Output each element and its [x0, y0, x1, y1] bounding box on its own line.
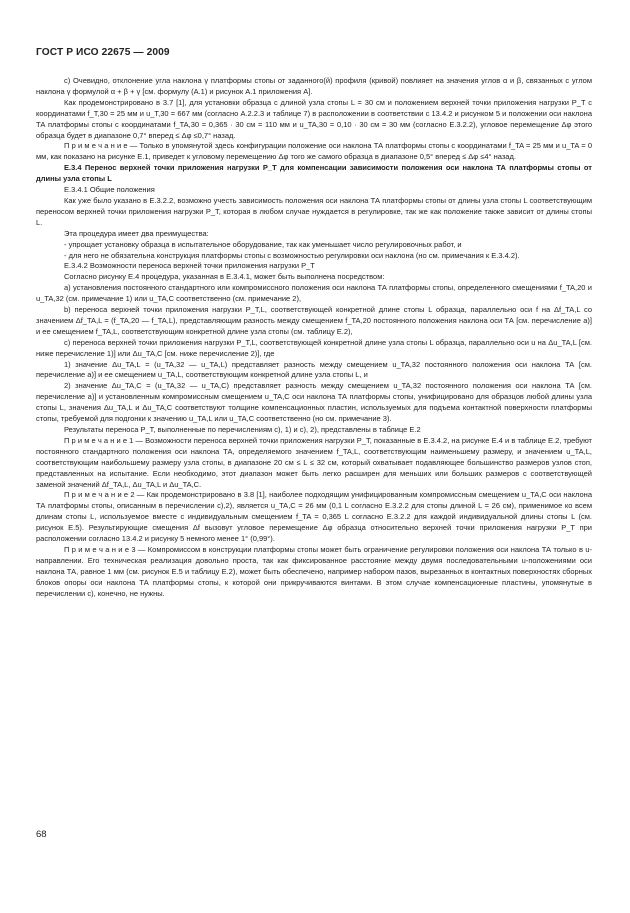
paragraph: Как уже было указано в Е.3.2.2, возможно учесть зависимость положения оси наклона ТА платформы стопы от длины узла стопы L соответствующим переносом верхней точки приложения нагрузки P_T, которая в любом случае нуждается в регулировке, так же как положение также зависит от длины стопы L. — [36, 195, 592, 227]
paragraph: П р и м е ч а н и е — Только в упомянутой здесь конфигурации положение оси наклона ТА платформы стопы с координатами f_TA = 25 мм и u_TA = 0 мм, как показано на рисунке Е.1, приведет к угловому перемещению Δφ того же самого образца в диапазоне 0,5° вперед ≤ Δφ ≤4° назад. — [36, 141, 592, 162]
paragraph: П р и м е ч а н и е 2 — Как продемонстрировано в 3.8 [1], наиболее подходящим унифицированным компромиссным смещением u_TA,C оси наклона ТА платформы стопы, описанным в перечислении с),2), является u_TA,C = 26 мм (0,1 L согласно Е.3.2.2 для стопы длиной L = 26 см), применимое ко всем длинам стопы L, используемое вместе с индивидуальным смещением f_TA = 0,365 L согласно Е.3.2.2 для каждой индивидуальной длины стопы L (см. рисунок Е.5). Результирующие смещения Δf вызовут угловое перемещение Δφ образца относительно верхней точки приложения нагрузки P_T при расположении согласно 13.4.2 и рисунку 5 немного менее 1° (0,99°). — [36, 490, 592, 544]
paragraph: с) Очевидно, отклонение угла наклона γ платформы стопы от заданного(й) профиля (кривой) повлияет на значения углов α и β, связанных с углом наклона γ формулой α + β + γ [см. формулу (А.1) и рисунок А.1 приложения А]. — [36, 76, 592, 96]
paragraph: - упрощает установку образца в испытательное оборудование, так как уменьшает число регулировочных работ, и — [64, 239, 462, 249]
paragraph: с) переноса верхней точки приложения нагрузки P_T,L, соответствующей конкретной длине узла стопы L образца, параллельно оси u на Δu_TA,L [см. ниже перечисление 1)] или Δu_TA,C [см. ниже перечисление 2)], где — [36, 337, 592, 358]
page-number: 68 — [36, 829, 47, 840]
paragraph: 1) значение Δu_TA,L = (u_TA,32 — u_TA,L) представляет разность между смещением u_TA,32 постоянного положения оси наклона ТА [см. перечисление а)] и ее смещением u_TA,L, соответствующим конкретной длине узла стопы L, и — [36, 359, 592, 380]
paragraph: Как продемонстрировано в 3.7 [1], для установки образца с длиной узла стопы L = 30 см и положением верхней точки приложения нагрузки P_T с координатами f_T,30 = 25 мм и u_T,30 = 667 мм (согласно А.2.2.3 и таблице 7) в расположении в соответствии с 13.4.2 и рисунком 5 и положении оси наклона ТА платформы стопы с координатами f_TA,30 = 0,365 · 30 см = 110 мм и u_TA,30 = 0,10 · 30 см = 30 мм (согласно Е.3.2.2), угловое перемещение Δφ этого образца будет в диапазоне 0,7° вперед ≤ Δφ ≤0,7° назад. — [36, 97, 592, 140]
standard-header: ГОСТ Р ИСО 22675 — 2009 — [36, 47, 170, 58]
paragraph: b) переноса верхней точки приложения нагрузки P_T,L, соответствующей конкретной длине стопы L образца, параллельно оси f на Δf_TA,L со значением Δf_TA,L = (f_TA,20 — f_TA,L), представляющим разность между смещением f_TA,20 постоянного положения наклона оси ТА [см. перечисление а)] и ее смещением f_TA,L, соответствующим конкретной длине узла стопы (см. таблицу Е.2), — [36, 305, 592, 336]
paragraph: Е.3.4 Перенос верхней точки приложения нагрузки P_T для компенсации зависимости положения оси наклона ТА платформы стопы от длины узла стопы L — [36, 163, 592, 184]
paragraph: Е.3.4.2 Возможности переноса верхней точки приложения нагрузки P_T — [64, 261, 315, 271]
paragraph: П р и м е ч а н и е 3 — Компромиссом в конструкции платформы стопы может быть ограничение регулировки положения оси наклона ТА только в u-направлении. Его техническая реализация довольно проста, так как фиксированное расстояние между двумя последовательными u-положениями оси наклона ТА, равное 1 мм (см. рисунок Е.5 и таблицу Е.2), может быть обеспечено, например набором пазов, вырезанных в контактных поверхностях сборных блоков опоры оси наклона ТА платформы стопы, к которой они прикручиваются винтами. В этом случае компенсационные пластины, упомянутые в перечислении с), конечно, не нужны. — [36, 544, 592, 598]
paragraph: Результаты переноса P_T, выполненные по перечислениям с), 1) и с), 2), представлены в таблице Е.2 — [64, 425, 421, 434]
paragraph: - для него не обязательна конструкция платформы стопы с возможностью регулировки оси наклона (но см. примечания к Е.3.4.2). — [64, 250, 520, 260]
paragraph: Согласно рисунку Е.4 процедура, указанная в Е.3.4.1, может быть выполнена посредством: — [64, 272, 385, 282]
paragraph: Е.3.4.1 Общие положения — [64, 185, 155, 195]
paragraph: П р и м е ч а н и е 1 — Возможности переноса верхней точки приложения нагрузки P_T, показанные в Е.3.4.2, на рисунке Е.4 и в таблице Е.2, требуют постоянного стандартного положения оси наклона ТА, определяемого значением f_TA,L, соответствующим наименьшему размеру, и значением u_TA,L, соответствующим наибольшему размеру узла стопы, в диапазоне 20 см ≤ L ≤ 32 см, который охватывает подавляющее большинство размеров узлов стоп, представленных на испытание. Если необходимо, этот диапазон может быть легко расширен для меньших или больших размеров с соответствующей заменой значений Δf_TA,L, Δu_TA,L и Δu_TA,C. — [36, 435, 592, 489]
paragraph: а) установления постоянного стандартного или компромиссного положения оси наклона ТА платформы стопы, определенного смещениями f_TA,20 и u_TA,32 (см. примечание 1) или u_TA,C соответственно (см. примечание 2), — [36, 283, 592, 304]
paragraph: 2) значение Δu_TA,C = (u_TA,32 — u_TA,C) представляет разность между смещением u_TA,32 постоянного положения оси наклона ТА [см. перечисление а)] и установленным компромиссным смещением u_TA,C оси наклона ТА платформы стопы, унифицировано для образцов любой длины узла стопы L, значения Δu_TA,L и Δu_TA,C соответствуют толщине компенсационных пластин, используемых для подъема контактной поверхности платформы стопы, требуемой для подгонки к значению u_TA,L или u_TA,C соответственно (но см. примечание 3). — [36, 381, 592, 424]
paragraph: Эта процедура имеет два преимущества: — [64, 228, 209, 238]
document-body — [36, 76, 592, 600]
